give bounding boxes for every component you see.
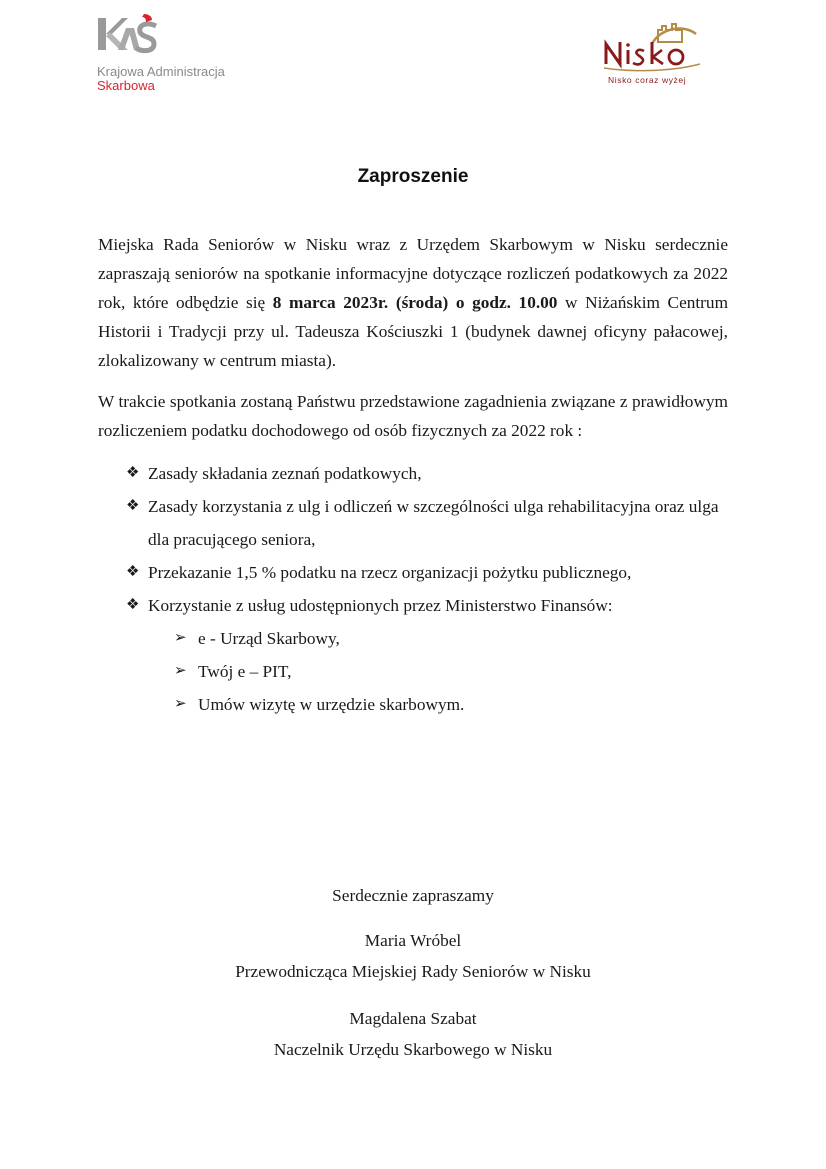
diamond-bullet-icon: ❖ — [126, 564, 140, 580]
nisko-tagline: Nisko coraz wyżej — [608, 75, 687, 85]
closing-greeting: Serdecznie zapraszamy — [332, 886, 494, 905]
page-title: Zaproszenie — [357, 166, 469, 187]
list-item — [98, 622, 728, 655]
intro-text-part1: Miejska Rada Seniorów w Nisku wraz z Urzędem Skarbowym w Nisku serdecznie zapraszają seniorów na spotkanie informacyjne dotyczące rozliczeń podatkowych za 2022 rok, które odbędzie się — [98, 235, 728, 312]
topic-text: Korzystanie z usług udostępnionych przez Ministerstwo Finansów: — [148, 596, 613, 615]
list-item — [98, 655, 728, 688]
list-item — [98, 589, 728, 622]
topic-text: Zasady składania zeznań podatkowych, — [148, 464, 422, 483]
service-text: Twój e – PIT, — [198, 662, 292, 681]
diamond-bullet-icon: ❖ — [126, 597, 140, 613]
meeting-date-time: 8 marca 2023r. (środa) o godz. 10.00 — [272, 293, 558, 312]
topics-list — [98, 457, 728, 622]
topic-text: Zasady korzystania z ulg i odliczeń w szczególności ulga rehabilitacyjna oraz ulga dla pracującego seniora, — [148, 497, 719, 549]
signer2-title: Naczelnik Urzędu Skarbowego w Nisku — [273, 1040, 553, 1059]
arrow-bullet-icon: ➢ — [174, 696, 187, 712]
diamond-bullet-icon: ❖ — [126, 498, 140, 514]
topic-text: Przekazanie 1,5 % podatku na rzecz organizacji pożytku publicznego, — [148, 563, 632, 582]
signer1-name: Maria Wróbel — [364, 931, 462, 950]
letter-body — [98, 230, 728, 721]
nisko-logo — [600, 20, 710, 88]
kas-logo — [96, 12, 246, 92]
list-item — [98, 490, 728, 556]
kas-name-line1: Krajowa Administracja — [97, 64, 225, 79]
topics-intro-paragraph: W trakcie spotkania zostaną Państwu przedstawione zagadnienia związane z prawidłowym rozliczeniem podatku dochodowego od osób fizycznych za 2022 rok : — [98, 392, 728, 440]
list-item — [98, 556, 728, 589]
intro-text-part2: w Niżańskim Centrum Historii i Tradycji przy ul. Tadeusza Kościuszki 1 (budynek dawnej oficyny pałacowej, zlokalizowany w centrum miasta). — [98, 293, 729, 370]
services-list — [98, 622, 728, 721]
list-item — [98, 457, 728, 490]
intro-paragraph — [98, 230, 728, 375]
kas-emblem-icon — [96, 12, 160, 58]
nisko-wordmark-icon — [600, 20, 704, 74]
service-text: e - Urząd Skarbowy, — [198, 629, 340, 648]
kas-name-line2: Skarbowa — [97, 78, 155, 93]
arrow-bullet-icon: ➢ — [174, 663, 187, 679]
service-text: Umów wizytę w urzędzie skarbowym. — [198, 695, 465, 714]
arrow-bullet-icon: ➢ — [174, 630, 187, 646]
list-item — [98, 688, 728, 721]
signer2-name: Magdalena Szabat — [349, 1009, 477, 1028]
diamond-bullet-icon: ❖ — [126, 465, 140, 481]
signer1-title: Przewodnicząca Miejskiej Rady Seniorów w Nisku — [235, 962, 591, 981]
